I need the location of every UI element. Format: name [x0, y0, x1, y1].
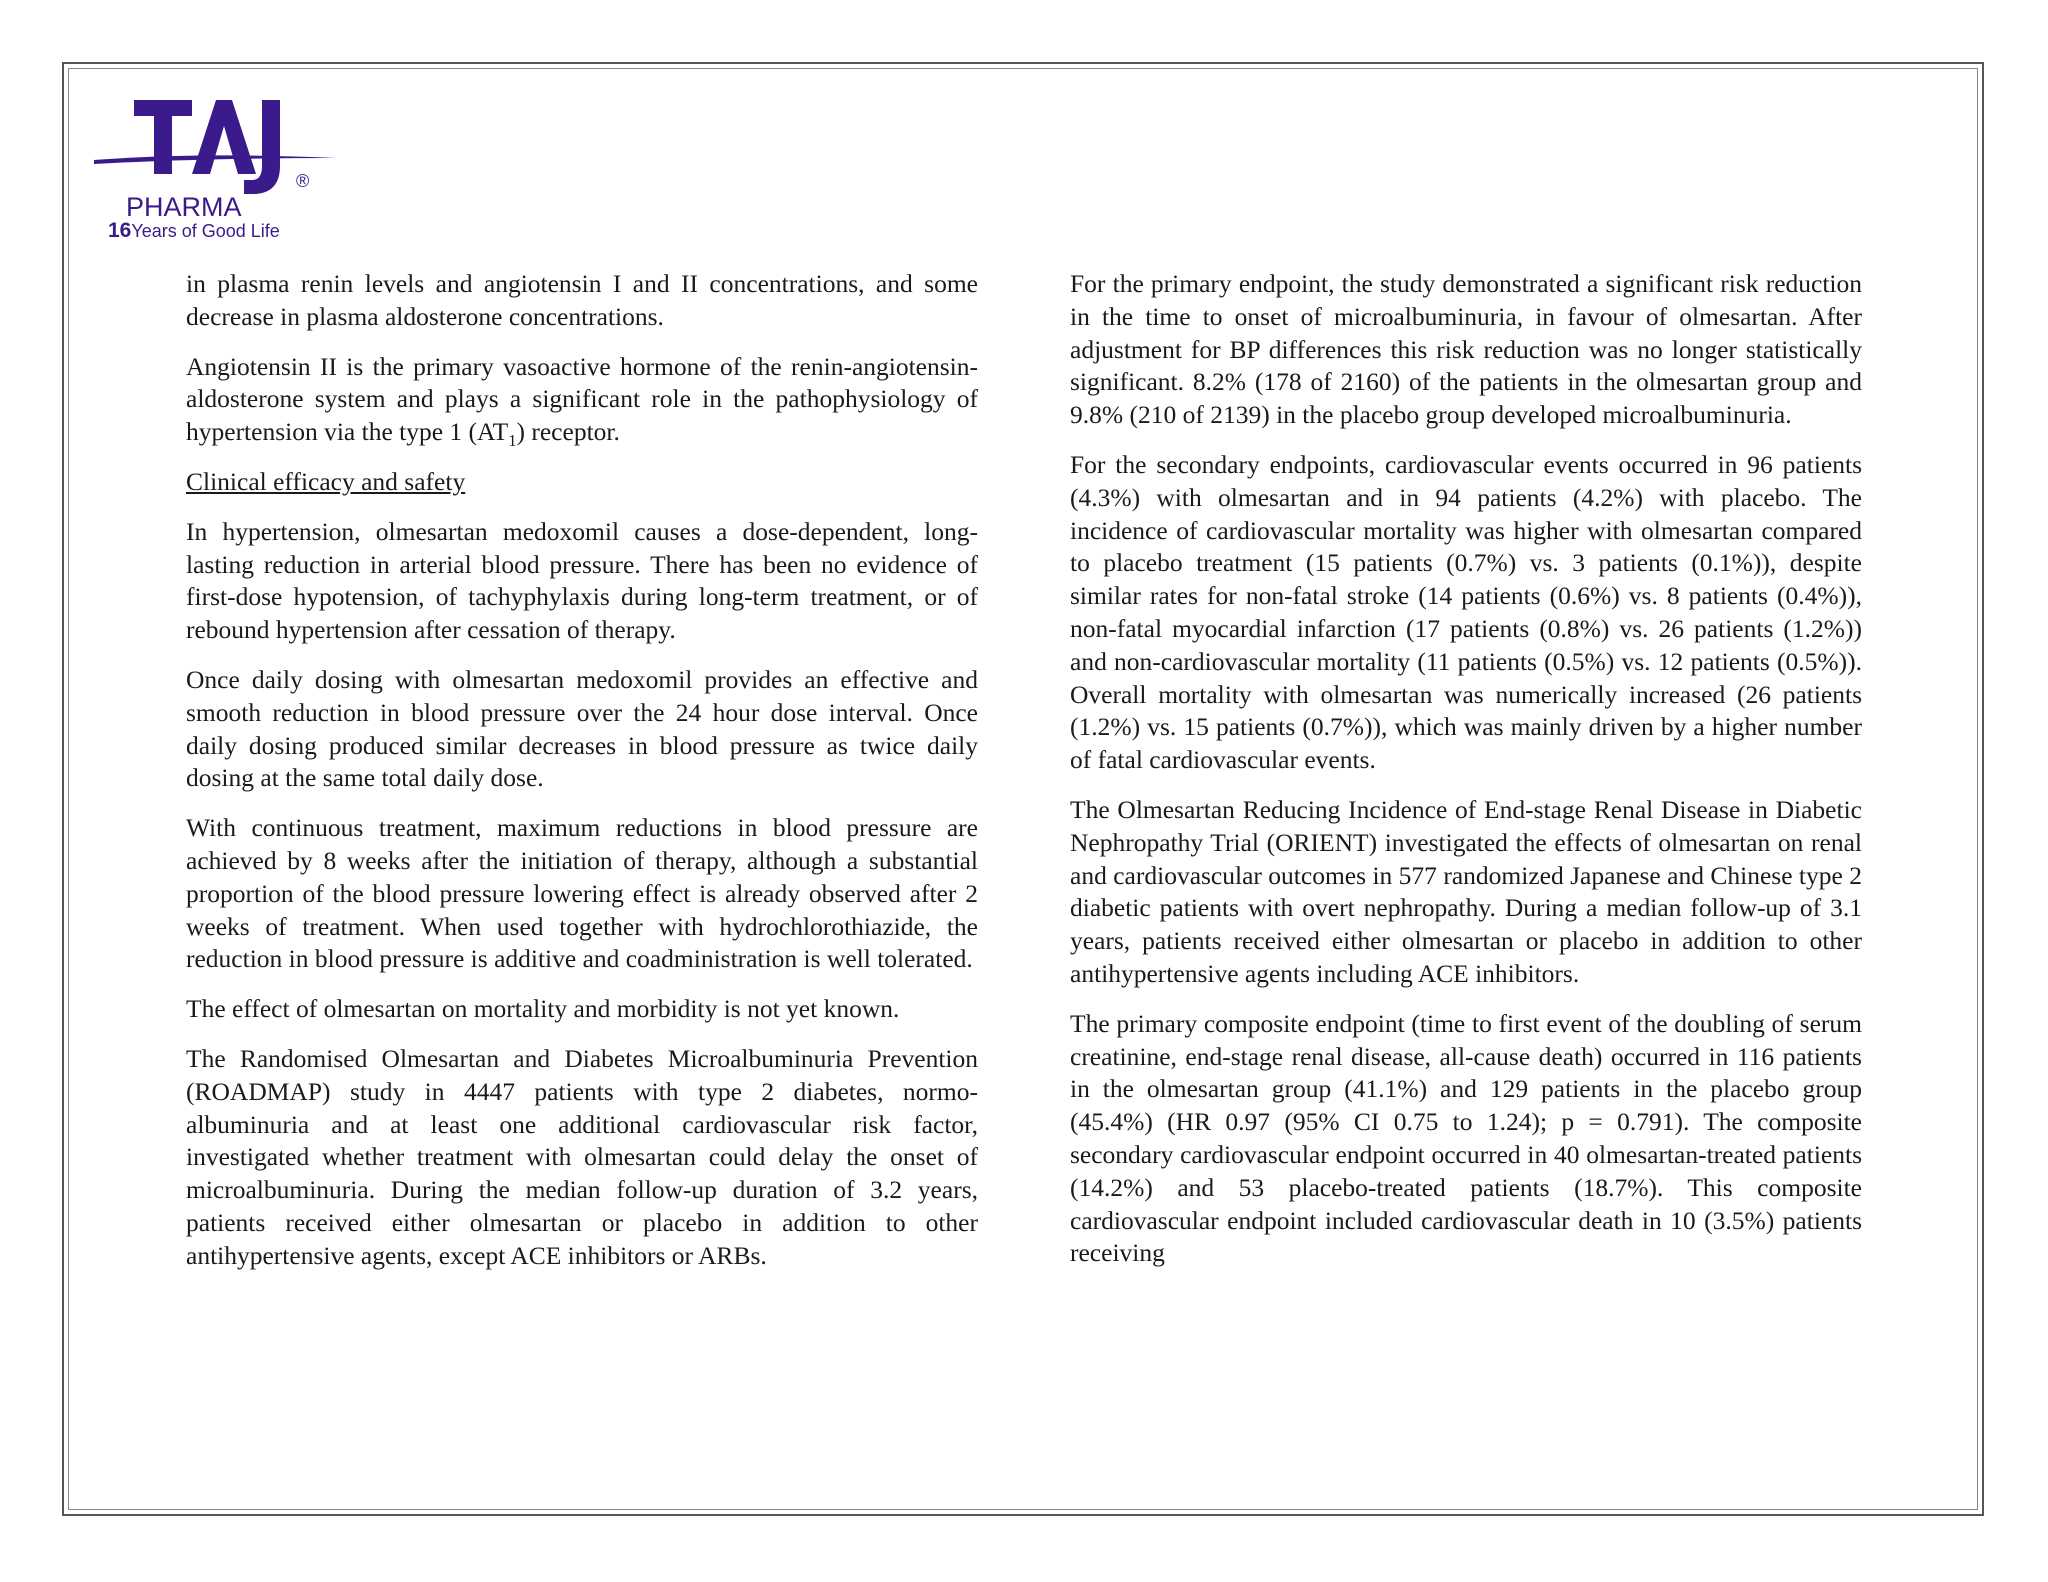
registered-mark: ® — [296, 171, 310, 191]
paragraph: For the primary endpoint, the study demonstrated a significant risk reduction in the time to onset of microalbuminuria, in favour of olmesartan. After adjustment for BP differences this risk reduction was no longer statistically significant. 8.2% (178 of 2160) of the patients in the olmesartan group and 9.8% (210 of 2139) in the placebo group developed microalbuminuria. — [1070, 269, 1862, 430]
paragraph: The Olmesartan Reducing Incidence of End-stage Renal Disease in Diabetic Nephropathy Trial (ORIENT) investigated the effects of olmesartan on renal and cardiovascular outcomes in 577 randomized Japanese and Chinese type 2 diabetic patients with overt nephropathy. During a median follow-up of 3.1 years, patients received either olmesartan or placebo in addition to other antihypertensive agents including ACE inhibitors. — [1070, 794, 1862, 988]
left-column — [186, 268, 978, 1290]
paragraph: For the secondary endpoints, cardiovascular events occurred in 96 patients (4.3%) with olmesartan and in 94 patients (4.2%) with placebo. The incidence of cardiovascular mortality was higher with olmesartan compared to placebo treatment (15 patients (0.7%) vs. 3 patients (0.1%)), despite similar rates for non-fatal stroke (14 patients (0.6%) vs. 8 patients (0.4%)), non-fatal myocardial infarction (17 patients (0.8%) vs. 26 patients (1.2%)) and non-cardiovascular mortality (11 patients (0.5%) vs. 12 patients (0.5%)). Overall mortality with olmesartan was numerically increased (26 patients (1.2%) vs. 15 patients (0.7%)), which was mainly driven by a higher number of fatal cardiovascular events. — [1070, 449, 1862, 775]
paragraph: The effect of olmesartan on mortality and morbidity is not yet known. — [186, 994, 900, 1024]
section-heading: Clinical efficacy and safety — [186, 466, 466, 496]
logo-tagline-text: Years of Good Life — [131, 221, 280, 241]
subscript: 1 — [508, 431, 517, 451]
paragraph-text: Angiotensin II is the primary vasoactive hormone of the renin-angiotensin-aldosterone system and plays a significant role in the pathophysiology of hypertension via the type 1 (AT — [186, 351, 978, 447]
paragraph: The primary composite endpoint (time to first event of the doubling of serum creatinine, end-stage renal disease, all-cause death) occurred in 116 patients in the olmesartan group (41.1%) and 129 patients in the placebo group (45.4%) (HR 0.97 (95% CI 0.75 to 1.24); p = 0.791). The composite secondary cardiovascular endpoint occurred in 40 olmesartan-treated patients (14.2%) and 53 placebo-treated patients (18.7%). This composite cardiovascular endpoint included cardiovascular death in 10 (3.5%) patients receiving — [1070, 1008, 1862, 1268]
paragraph: In hypertension, olmesartan medoxomil causes a dose-dependent, long-lasting reduction in arterial blood pressure. There has been no evidence of first-dose hypotension, of tachyphylaxis during long-term treatment, or of rebound hypertension after cessation of therapy. — [186, 516, 978, 645]
paragraph-at1-receptor — [186, 351, 978, 449]
paragraph: With continuous treatment, maximum reductions in blood pressure are achieved by 8 weeks after the initiation of therapy, although a substantial proportion of the blood pressure lowering effect is already observed after 2 weeks of treatment. When used together with hydrochlorothiazide, the reduction in blood pressure is additive and coadministration is well tolerated. — [186, 813, 978, 974]
paragraph: The Randomised Olmesartan and Diabetes Microalbuminuria Prevention (ROADMAP) study in 4447 patients with type 2 diabetes, normo-albuminuria and at least one additional cardiovascular risk factor, investigated whether treatment with olmesartan could delay the onset of microalbuminuria. During the median follow-up duration of 3.2 years, patients received either olmesartan or placebo in addition to other antihypertensive agents, except ACE inhibitors or ARBs. — [186, 1043, 978, 1270]
paragraph: in plasma renin levels and angiotensin I and II concentrations, and some decrease in plasma aldosterone concentrations. — [186, 269, 978, 331]
paragraph-text: ) receptor. — [516, 417, 620, 447]
taj-pharma-logo — [92, 96, 342, 242]
paragraph: Once daily dosing with olmesartan medoxomil provides an effective and smooth reduction in blood pressure over the 24 hour dose interval. Once daily dosing produced similar decreases in blood pressure as twice daily dosing at the same total daily dose. — [186, 664, 978, 793]
logo-tagline — [108, 220, 280, 241]
right-column — [1070, 268, 1862, 1287]
logo-tagline-number: 16 — [108, 219, 132, 242]
logo-pharma-text: PHARMA — [126, 192, 242, 222]
